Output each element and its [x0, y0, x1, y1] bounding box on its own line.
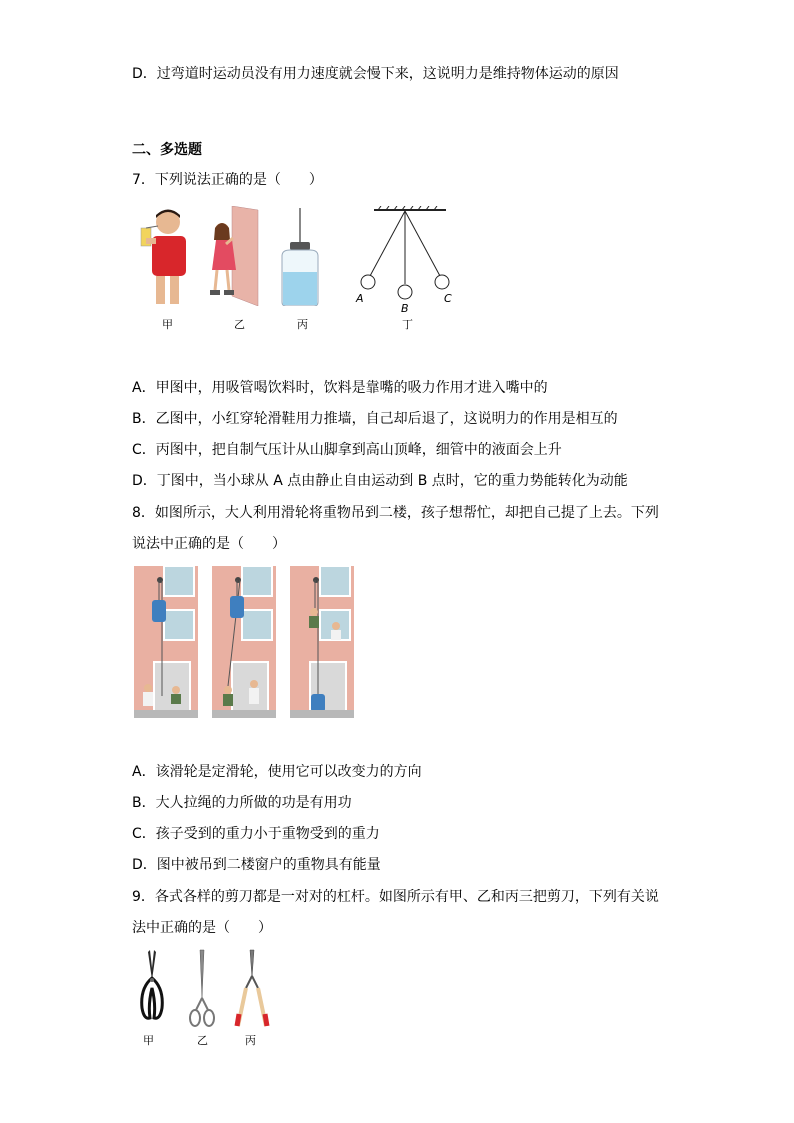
- q8-figure-panel-3-pulley: [290, 566, 354, 718]
- q7-figure-bing-barometer: [276, 206, 324, 306]
- q7-option-c: C．丙图中，把自制气压计从山脚拿到高山顶峰，细管中的液面会上升: [132, 442, 562, 458]
- q8-option-b: B．大人拉绳的力所做的功是有用功: [132, 795, 352, 811]
- q7-caption-yi: 乙: [234, 318, 245, 331]
- q7-caption-bing: 丙: [297, 318, 308, 331]
- q8-figure-panel-1-pulley: [134, 566, 198, 718]
- q8-option-d: D．图中被吊到二楼窗户的重物具有能量: [132, 857, 381, 873]
- q9-figure-yi-scissors: [188, 948, 216, 1028]
- q8-stem-line1: 8．如图所示，大人利用滑轮将重物吊到二楼，孩子想帮忙，却把自己提了上去。下列: [132, 505, 659, 521]
- q9-figure-bing-scissors: [234, 948, 270, 1028]
- q7-figure-yi-girl-pushing-wall: [206, 206, 262, 306]
- q8-figure-panel-2-pulley: [212, 566, 276, 718]
- q9-caption-yi: 乙: [197, 1034, 208, 1047]
- q7-stem: 7．下列说法正确的是（ ）: [132, 172, 323, 188]
- q9-figure-jia-scissors: [138, 948, 166, 1028]
- q9-stem-line2: 法中正确的是（ ）: [132, 920, 272, 936]
- q8-stem-line2: 说法中正确的是（ ）: [132, 536, 286, 552]
- q7-caption-ding: 丁: [402, 318, 413, 331]
- q7-point-b-label: B: [401, 302, 409, 315]
- q9-caption-jia: 甲: [143, 1034, 154, 1047]
- q7-figure-jia-boy-drinking: [136, 206, 192, 306]
- q7-point-c-label: C: [444, 292, 452, 305]
- q7-option-a: A．甲图中，用吸管喝饮料时，饮料是靠嘴的吸力作用才进入嘴中的: [132, 380, 548, 396]
- q7-point-a-label: A: [356, 292, 364, 305]
- section-title-multiple-choice: 二、多选题: [132, 142, 202, 158]
- q9-stem-line1: 9．各式各样的剪刀都是一对对的杠杆。如图所示有甲、乙和丙三把剪刀，下列有关说: [132, 889, 659, 905]
- q7-option-b: B．乙图中，小红穿轮滑鞋用力推墙，自己却后退了，这说明力的作用是相互的: [132, 411, 618, 427]
- q8-option-c: C．孩子受到的重力小于重物受到的重力: [132, 826, 380, 842]
- q8-option-a: A．该滑轮是定滑轮，使用它可以改变力的方向: [132, 764, 422, 780]
- q9-caption-bing: 丙: [245, 1034, 256, 1047]
- q7-option-d: D．丁图中，当小球从 A 点由静止自由运动到 B 点时，它的重力势能转化为动能: [132, 473, 628, 489]
- q6-option-d: D．过弯道时运动员没有用力速度就会慢下来，这说明力是维持物体运动的原因: [132, 66, 619, 82]
- q7-caption-jia: 甲: [162, 318, 173, 331]
- q7-figure-ding-pendulum: [350, 206, 450, 310]
